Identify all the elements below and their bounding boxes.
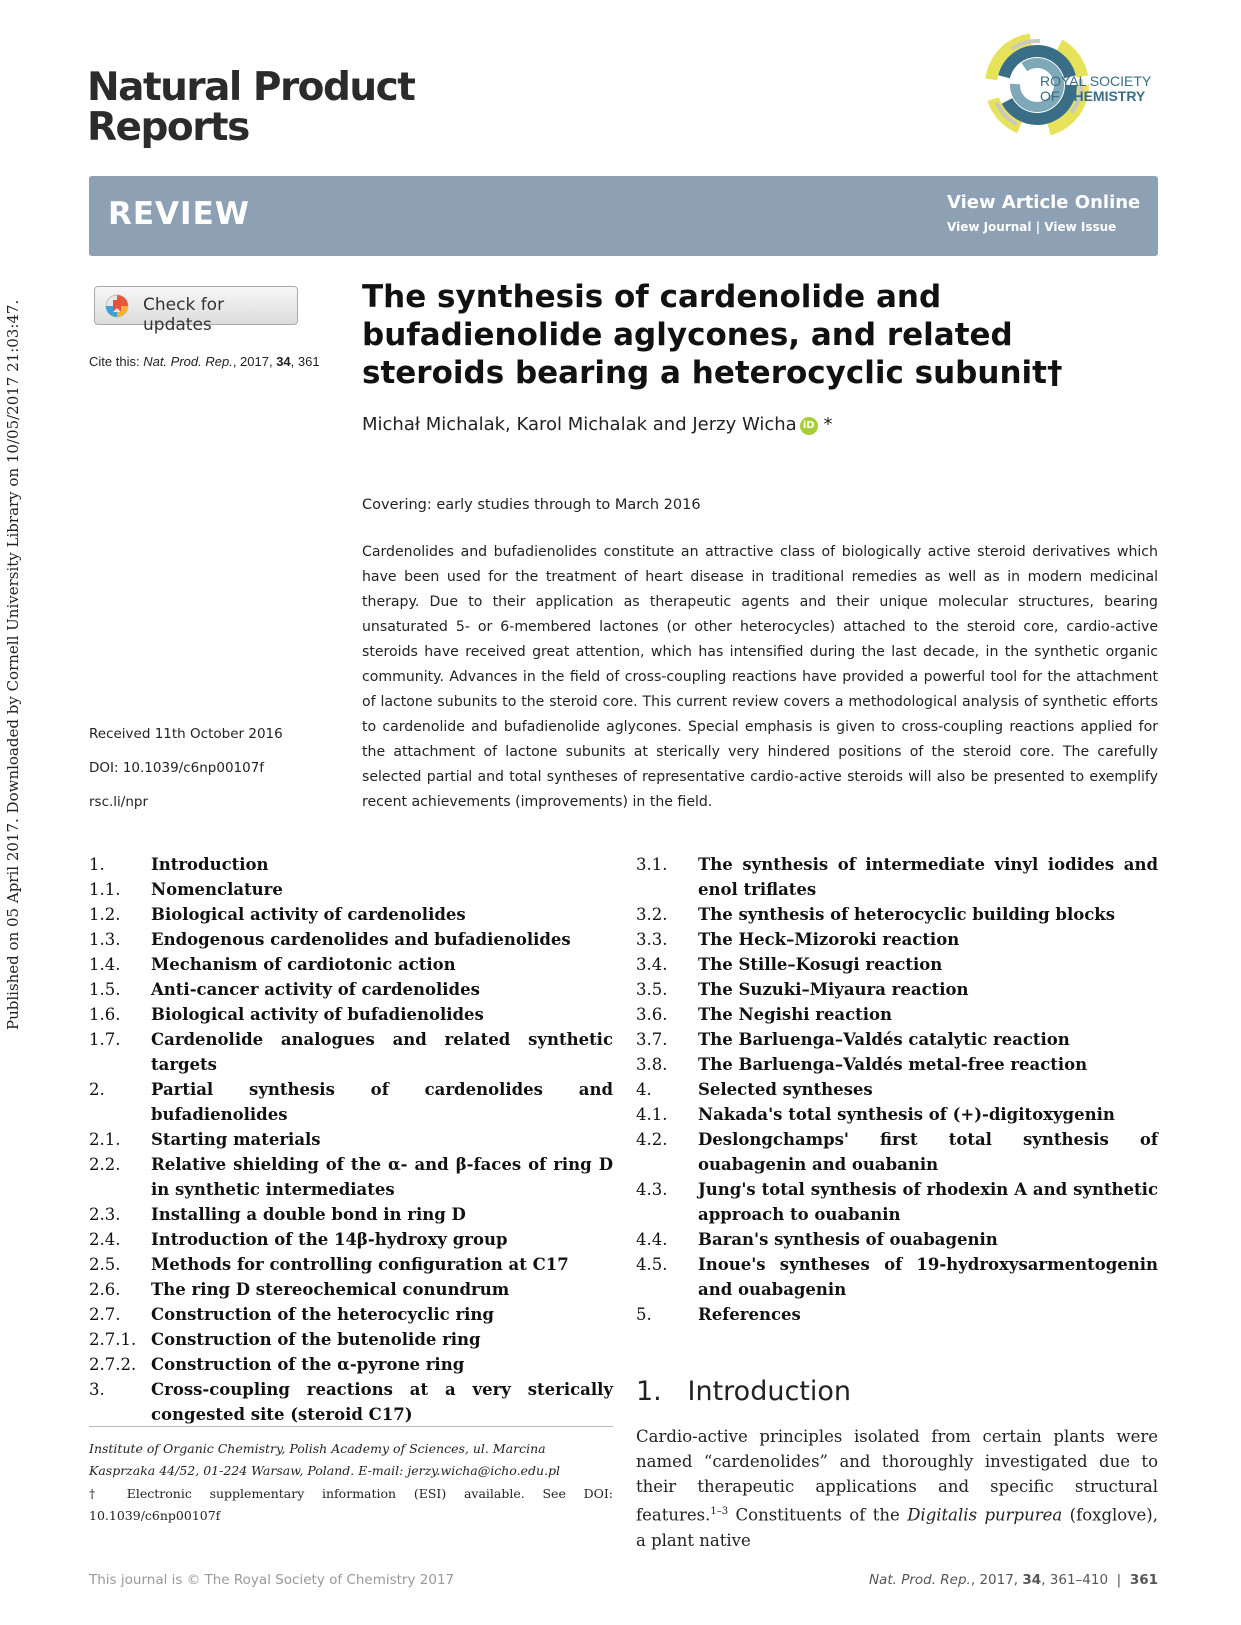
toc-entry-title: The synthesis of intermediate vinyl iodides and enol triflates bbox=[698, 855, 1158, 899]
toc-entry-title: References bbox=[698, 1305, 801, 1324]
view-issue-link[interactable]: View Issue bbox=[1044, 220, 1117, 234]
toc-entry[interactable] bbox=[89, 1327, 613, 1352]
received-date: Received 11th October 2016 bbox=[89, 726, 283, 742]
toc-entry[interactable] bbox=[89, 1377, 613, 1427]
toc-entry-title: Nomenclature bbox=[151, 880, 283, 899]
section-title: Introduction bbox=[687, 1376, 852, 1407]
toc-entry[interactable] bbox=[89, 977, 613, 1002]
toc-entry[interactable] bbox=[636, 952, 1158, 977]
check-updates-icon bbox=[105, 294, 129, 318]
toc-entry-title: Endogenous cardenolides and bufadienolides bbox=[151, 930, 571, 949]
toc-entry[interactable] bbox=[636, 1127, 1158, 1177]
toc-entry-title: Starting materials bbox=[151, 1130, 321, 1149]
toc-entry-number: 2.2. bbox=[89, 1155, 121, 1174]
toc-entry-title: Selected syntheses bbox=[698, 1080, 873, 1099]
cite-year: , 2017, bbox=[232, 354, 273, 369]
toc-entry-number: 4. bbox=[636, 1080, 652, 1099]
esi-footnote: † Electronic supplementary information (ESI) available. See DOI: 10.1039/c6np00107f bbox=[89, 1486, 613, 1523]
view-links bbox=[947, 220, 1116, 234]
intro-ref[interactable]: 1–3 bbox=[710, 1506, 729, 1517]
toc-entry-number: 1.6. bbox=[89, 1005, 121, 1024]
toc-entry-number: 1.5. bbox=[89, 980, 121, 999]
publication-stamp: Published on 05 April 2017. Downloaded by Cornell University Library on 10/05/2017 21:03:47. bbox=[4, 299, 22, 1030]
toc-left-column bbox=[89, 852, 613, 1427]
toc-entry-number: 2.7. bbox=[89, 1305, 121, 1324]
rsc-line2-prefix: OF bbox=[1040, 88, 1060, 104]
toc-entry-title: The ring D stereochemical conundrum bbox=[151, 1280, 510, 1299]
footer-pages: , 361–410 bbox=[1041, 1572, 1109, 1588]
toc-entry-title: Nakada's total synthesis of (+)-digitoxygenin bbox=[698, 1105, 1115, 1124]
toc-entry-title: Mechanism of cardiotonic action bbox=[151, 955, 456, 974]
toc-entry-number: 1. bbox=[89, 855, 105, 874]
toc-entry-title: Jung's total synthesis of rhodexin A and synthetic approach to ouabanin bbox=[698, 1180, 1158, 1224]
page-number: 361 bbox=[1129, 1572, 1158, 1588]
toc-entry[interactable] bbox=[636, 977, 1158, 1002]
toc-entry-title: Biological activity of bufadienolides bbox=[151, 1005, 484, 1024]
cite-journal: Nat. Prod. Rep. bbox=[143, 354, 233, 369]
toc-entry-number: 4.4. bbox=[636, 1230, 668, 1249]
view-article-online-link[interactable]: View Article Online bbox=[947, 192, 1141, 213]
toc-entry[interactable] bbox=[89, 877, 613, 902]
footer-separator: | bbox=[1116, 1572, 1122, 1588]
toc-entry-title: Biological activity of cardenolides bbox=[151, 905, 466, 924]
toc-entry-number: 1.3. bbox=[89, 930, 121, 949]
toc-entry-number: 2.7.1. bbox=[89, 1330, 137, 1349]
footer-volume: 34 bbox=[1022, 1572, 1042, 1588]
toc-entry-title: Construction of the butenolide ring bbox=[151, 1330, 481, 1349]
toc-entry-title: Relative shielding of the α- and β-faces of ring D in synthetic intermediates bbox=[151, 1155, 613, 1199]
toc-entry[interactable] bbox=[636, 1302, 1158, 1327]
toc-entry[interactable] bbox=[636, 1252, 1158, 1302]
toc-entry-number: 3.2. bbox=[636, 905, 668, 924]
citation-line bbox=[89, 354, 320, 369]
toc-entry-number: 3.8. bbox=[636, 1055, 668, 1074]
toc-entry-number: 1.1. bbox=[89, 880, 121, 899]
toc-entry[interactable] bbox=[89, 1302, 613, 1327]
toc-entry-title: Anti-cancer activity of cardenolides bbox=[151, 980, 480, 999]
toc-entry-title: The Barluenga–Valdés catalytic reaction bbox=[698, 1030, 1070, 1049]
rsc-line2-main: CHEMISTRY bbox=[1063, 88, 1146, 104]
toc-entry-number: 3. bbox=[89, 1380, 105, 1399]
toc-entry-number: 1.2. bbox=[89, 905, 121, 924]
copyright-footer: This journal is © The Royal Society of Chemistry 2017 bbox=[89, 1572, 455, 1588]
toc-entry-number: 2.4. bbox=[89, 1230, 121, 1249]
toc-entry[interactable] bbox=[89, 1352, 613, 1377]
toc-entry-title: Cross-coupling reactions at a very sterically congested site (steroid C17) bbox=[151, 1380, 613, 1424]
toc-entry[interactable] bbox=[89, 1027, 613, 1077]
intro-species: Digitalis purpurea bbox=[907, 1505, 1063, 1525]
toc-entry-number: 4.2. bbox=[636, 1130, 668, 1149]
introduction-paragraph bbox=[636, 1424, 1158, 1553]
toc-entry-number: 2.5. bbox=[89, 1255, 121, 1274]
toc-entry[interactable] bbox=[89, 852, 613, 877]
page-footer bbox=[800, 1572, 1158, 1588]
doi-text[interactable]: DOI: 10.1039/c6np00107f bbox=[89, 760, 265, 776]
toc-entry-title: The Stille–Kosugi reaction bbox=[698, 955, 943, 974]
toc-entry-number: 2. bbox=[89, 1080, 105, 1099]
toc-entry-number: 3.3. bbox=[636, 930, 668, 949]
toc-entry-title: The Suzuki–Miyaura reaction bbox=[698, 980, 969, 999]
toc-entry[interactable] bbox=[89, 1252, 613, 1277]
cite-volume: 34 bbox=[276, 354, 291, 369]
toc-entry[interactable] bbox=[636, 1052, 1158, 1077]
toc-entry-number: 2.1. bbox=[89, 1130, 121, 1149]
toc-entry-title: Deslongchamps' first total synthesis of ouabagenin and ouabanin bbox=[698, 1130, 1158, 1174]
toc-entry-title: Construction of the heterocyclic ring bbox=[151, 1305, 494, 1324]
toc-entry-number: 1.7. bbox=[89, 1030, 121, 1049]
rsc-wordmark bbox=[1040, 74, 1151, 104]
toc-entry-number: 4.1. bbox=[636, 1105, 668, 1124]
toc-entry[interactable] bbox=[89, 1127, 613, 1152]
toc-entry-number: 2.3. bbox=[89, 1205, 121, 1224]
corresponding-mark: * bbox=[823, 414, 833, 435]
toc-entry-title: Inoue's syntheses of 19-hydroxysarmentogenin and ouabagenin bbox=[698, 1255, 1158, 1299]
toc-entry-number: 3.7. bbox=[636, 1030, 668, 1049]
toc-entry[interactable] bbox=[89, 1077, 613, 1127]
toc-right-column bbox=[636, 852, 1158, 1327]
intro-text-c: (foxglove), a plant native bbox=[636, 1505, 1158, 1550]
toc-entry-number: 2.7.2. bbox=[89, 1355, 137, 1374]
article-title: The synthesis of cardenolide and bufadienolide aglycones, and related steroids bearing a heterocyclic subunit† bbox=[362, 279, 1063, 391]
journal-title bbox=[87, 65, 415, 150]
section-number: 1. bbox=[636, 1376, 662, 1407]
toc-entry-title: Introduction bbox=[151, 855, 269, 874]
toc-entry[interactable] bbox=[89, 952, 613, 977]
toc-entry-number: 1.4. bbox=[89, 955, 121, 974]
toc-entry-title: Construction of the α-pyrone ring bbox=[151, 1355, 465, 1374]
toc-entry-number: 4.3. bbox=[636, 1180, 668, 1199]
cite-prefix: Cite this: bbox=[89, 354, 140, 369]
intro-text-a: Cardio-active principles isolated from certain plants were named “cardenolides” and thoroughly investigated due to their therapeutic applications and specific structural features. bbox=[636, 1427, 1158, 1525]
toc-entry-title: The Barluenga–Valdés metal-free reaction bbox=[698, 1055, 1088, 1074]
journal-title-line1: Natural Product bbox=[87, 65, 415, 110]
toc-entry-title: Cardenolide analogues and related synthetic targets bbox=[151, 1030, 613, 1074]
toc-entry[interactable] bbox=[636, 927, 1158, 952]
footnote-divider bbox=[89, 1426, 613, 1427]
view-journal-link[interactable]: View Journal bbox=[947, 220, 1032, 234]
toc-entry-title: Installing a double bond in ring D bbox=[151, 1205, 466, 1224]
toc-entry[interactable] bbox=[89, 1227, 613, 1252]
toc-entry-title: Introduction of the 14β-hydroxy group bbox=[151, 1230, 508, 1249]
toc-entry-title: The Negishi reaction bbox=[698, 1005, 893, 1024]
orcid-icon[interactable]: iD bbox=[800, 417, 818, 435]
rsc-line1: ROYAL SOCIETY bbox=[1040, 73, 1152, 89]
toc-entry-number: 3.6. bbox=[636, 1005, 668, 1024]
toc-entry-number: 5. bbox=[636, 1305, 652, 1324]
toc-entry[interactable] bbox=[89, 902, 613, 927]
toc-entry-number: 2.6. bbox=[89, 1280, 121, 1299]
toc-entry-title: Partial synthesis of cardenolides and bufadienolides bbox=[151, 1080, 613, 1124]
journal-title-line2: Reports bbox=[87, 105, 249, 150]
cite-pages: , 361 bbox=[290, 354, 320, 369]
toc-entry[interactable] bbox=[636, 1227, 1158, 1252]
toc-entry-title: Baran's synthesis of ouabagenin bbox=[698, 1230, 998, 1249]
footer-journal: Nat. Prod. Rep. bbox=[868, 1572, 971, 1588]
toc-entry-number: 3.1. bbox=[636, 855, 668, 874]
toc-entry[interactable] bbox=[89, 1202, 613, 1227]
check-for-updates-button[interactable] bbox=[94, 286, 298, 335]
toc-entry[interactable] bbox=[636, 1102, 1158, 1127]
toc-entry-title: The Heck–Mizoroki reaction bbox=[698, 930, 960, 949]
affiliation-footnote: Institute of Organic Chemistry, Polish Academy of Sciences, ul. Marcina Kasprzaka 44/52, 01-224 Warsaw, Poland. E-mail: jerzy.wicha@icho.edu.pl bbox=[89, 1441, 560, 1478]
toc-entry-title: Methods for controlling configuration at C17 bbox=[151, 1255, 569, 1274]
toc-entry[interactable] bbox=[636, 1077, 1158, 1102]
section-heading bbox=[636, 1376, 851, 1407]
intro-text-b: Constituents of the bbox=[728, 1505, 908, 1525]
toc-entry-number: 4.5. bbox=[636, 1255, 668, 1274]
footer-year: , 2017, bbox=[970, 1572, 1019, 1588]
toc-entry-number: 3.4. bbox=[636, 955, 668, 974]
abstract: Cardenolides and bufadienolides constitute an attractive class of biologically active steroid derivatives which have been used for the treatment of heart disease in traditional remedies as well as in modern medicinal therapy. Due to their application as therapeutic agents and their unique molecular structures, bearing unsaturated 5- or 6-membered lactones (or other heterocycles) attached to the steroid core, cardio-active steroids have received great attention, which has intensified during the last decade, in the synthetic organic community. Advances in the field of cross-coupling reactions have provided a powerful tool for the attachment of lactone subunits to the steroid core. This current review covers a methodological analysis of synthetic efforts to cardenolide and bufadienolide aglycones. Special emphasis is given to cross-coupling reactions applied for the attachment of lactone subunits at sterically very hindered positions of the steroid core. The carefully selected partial and total syntheses of representative cardio-active steroids will also be presented to exemplify recent achievements (improvements) in the field. bbox=[362, 544, 1158, 810]
check-updates-label: Check for updates bbox=[143, 295, 225, 335]
toc-entry[interactable] bbox=[636, 1177, 1158, 1227]
author-list bbox=[362, 414, 832, 435]
toc-entry[interactable] bbox=[636, 902, 1158, 927]
authors-text: Michał Michalak, Karol Michalak and Jerzy Wicha bbox=[362, 414, 797, 435]
toc-entry[interactable] bbox=[89, 1277, 613, 1302]
covering-period: Covering: early studies through to March 2016 bbox=[362, 497, 701, 513]
rsc-line2 bbox=[1040, 89, 1151, 104]
toc-entry[interactable] bbox=[636, 1002, 1158, 1027]
toc-entry[interactable] bbox=[636, 852, 1158, 902]
link-separator: | bbox=[1035, 220, 1041, 234]
toc-entry[interactable] bbox=[89, 1152, 613, 1202]
article-type-label: REVIEW bbox=[108, 196, 250, 232]
journal-short-link[interactable]: rsc.li/npr bbox=[89, 794, 149, 810]
toc-entry[interactable] bbox=[89, 1002, 613, 1027]
toc-entry[interactable] bbox=[636, 1027, 1158, 1052]
toc-entry-title: The synthesis of heterocyclic building blocks bbox=[698, 905, 1115, 924]
toc-entry-number: 3.5. bbox=[636, 980, 668, 999]
toc-entry[interactable] bbox=[89, 927, 613, 952]
